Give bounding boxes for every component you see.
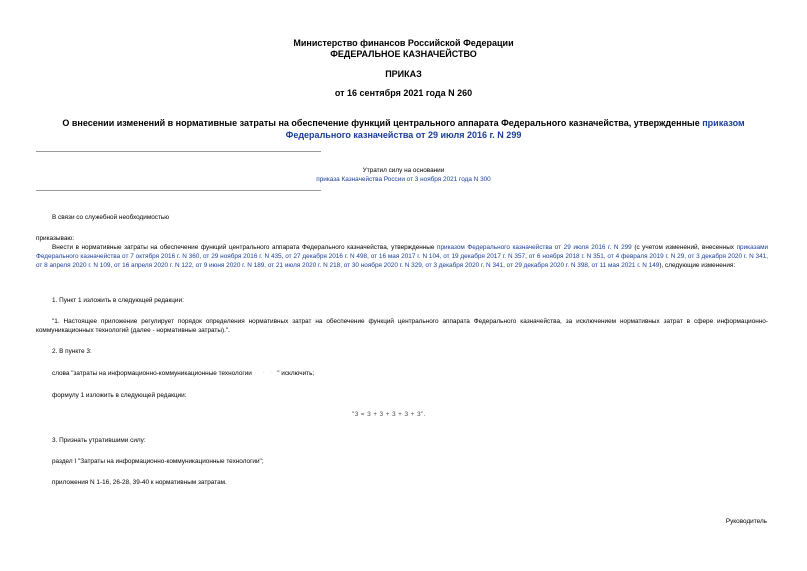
paragraph-amendments: [36, 243, 768, 270]
title-link-order-date[interactable]: Федерального казначейства от 29 июля 2016 г. N 299: [285, 129, 522, 140]
title-text: О внесении изменений в нормативные затраты на обеспечение функций центрального аппарата Федерального казначейства, утвержденные: [62, 118, 700, 128]
formula-1: "З = З + З + З + З + З".: [352, 412, 426, 418]
item-2: 2. В пункте 3:: [52, 348, 92, 355]
words-text-a: слова "затраты на информационно-коммуникационные технологии: [52, 370, 252, 377]
quote-paragraph: "1. Настоящее приложение регулирует порядок определения нормативных затрат на обеспечение функций центрального аппарата Федерального казначейства, за исключением нормативных затрат в сфере информационно-коммуникационных технологий (далее - нормативные затраты).".: [36, 318, 768, 334]
status-note-text: Утратил силу на основании: [362, 167, 445, 174]
words-text-b: " исключить;: [277, 370, 315, 377]
signature-title: Руководитель: [725, 518, 767, 525]
doc-date: от 16 сентября 2021 года N 260: [334, 88, 473, 98]
repealed-section: раздел I "Затраты на информационно-коммуникационные технологии";: [52, 458, 264, 465]
amend-text-c: ), следующие изменения:: [659, 262, 736, 269]
item-3: 3. Признать утратившими силу:: [52, 437, 146, 444]
amend-text-b: (с учетом изменений, внесенных: [634, 244, 735, 251]
intro-text: В связи со служебной необходимостью: [52, 214, 170, 221]
ministry-name: Министерство финансов Российской Федерации: [293, 38, 514, 48]
order-word: приказываю:: [36, 235, 74, 242]
amend-link-orders[interactable]: приказами Федерального казначейства от 7 октября 2016 г. N 360, от 29 ноября 2016 г. N 435, от 27 декабря 2016 г. N 498, от 16 мая 2017 г. N 104, от 19 декабря 2017 г. N 357, от 6 ноября 2018 г. N 351, от 4 февраля 2019 г. N 29, от 3 декабря 2020 г. N 341, от 8 апреля 2020 г. N 109, от 16 апреля 2020 г. N 122, от 9 июня 2020 г. N 189, от 21 июля 2020 г. N 218, от 30 ноября 2020 г. N 329, от 3 декабря 2020 г. N 341, от 29 декабря 2020 г. N 398, от 11 мая 2021 г. N 149: [36, 244, 769, 269]
amend-link-base-order[interactable]: приказом Федерального казначейства от 29 июля 2016 г. N 299: [437, 244, 632, 251]
status-note-link[interactable]: приказа Казначейства России от 3 ноября 2021 года N 300: [316, 176, 491, 183]
divider-bottom: [36, 190, 321, 191]
formula-intro: формулу 1 изложить в следующей редакции:: [52, 392, 187, 399]
repealed-appendices: приложения N 1-16, 26-28, 39-40 к нормативным затратам.: [52, 479, 227, 486]
divider-top: [36, 151, 321, 152]
item-1: 1. Пункт 1 изложить в следующей редакции:: [52, 297, 184, 304]
formula-glyph: ᛫ ᛫ ᛫: [253, 371, 276, 377]
treasury-name: ФЕДЕРАЛЬНОЕ КАЗНАЧЕЙСТВО: [330, 49, 477, 59]
status-note: [0, 166, 807, 184]
title-link-order[interactable]: приказом: [702, 118, 745, 128]
doc-type: ПРИКАЗ: [385, 69, 422, 79]
words-line: [52, 369, 314, 379]
amend-text-a: Внести в нормативные затраты на обеспечение функций центрального аппарата Федерального казначейства, утвержденные: [52, 244, 435, 251]
doc-title: [0, 118, 807, 141]
